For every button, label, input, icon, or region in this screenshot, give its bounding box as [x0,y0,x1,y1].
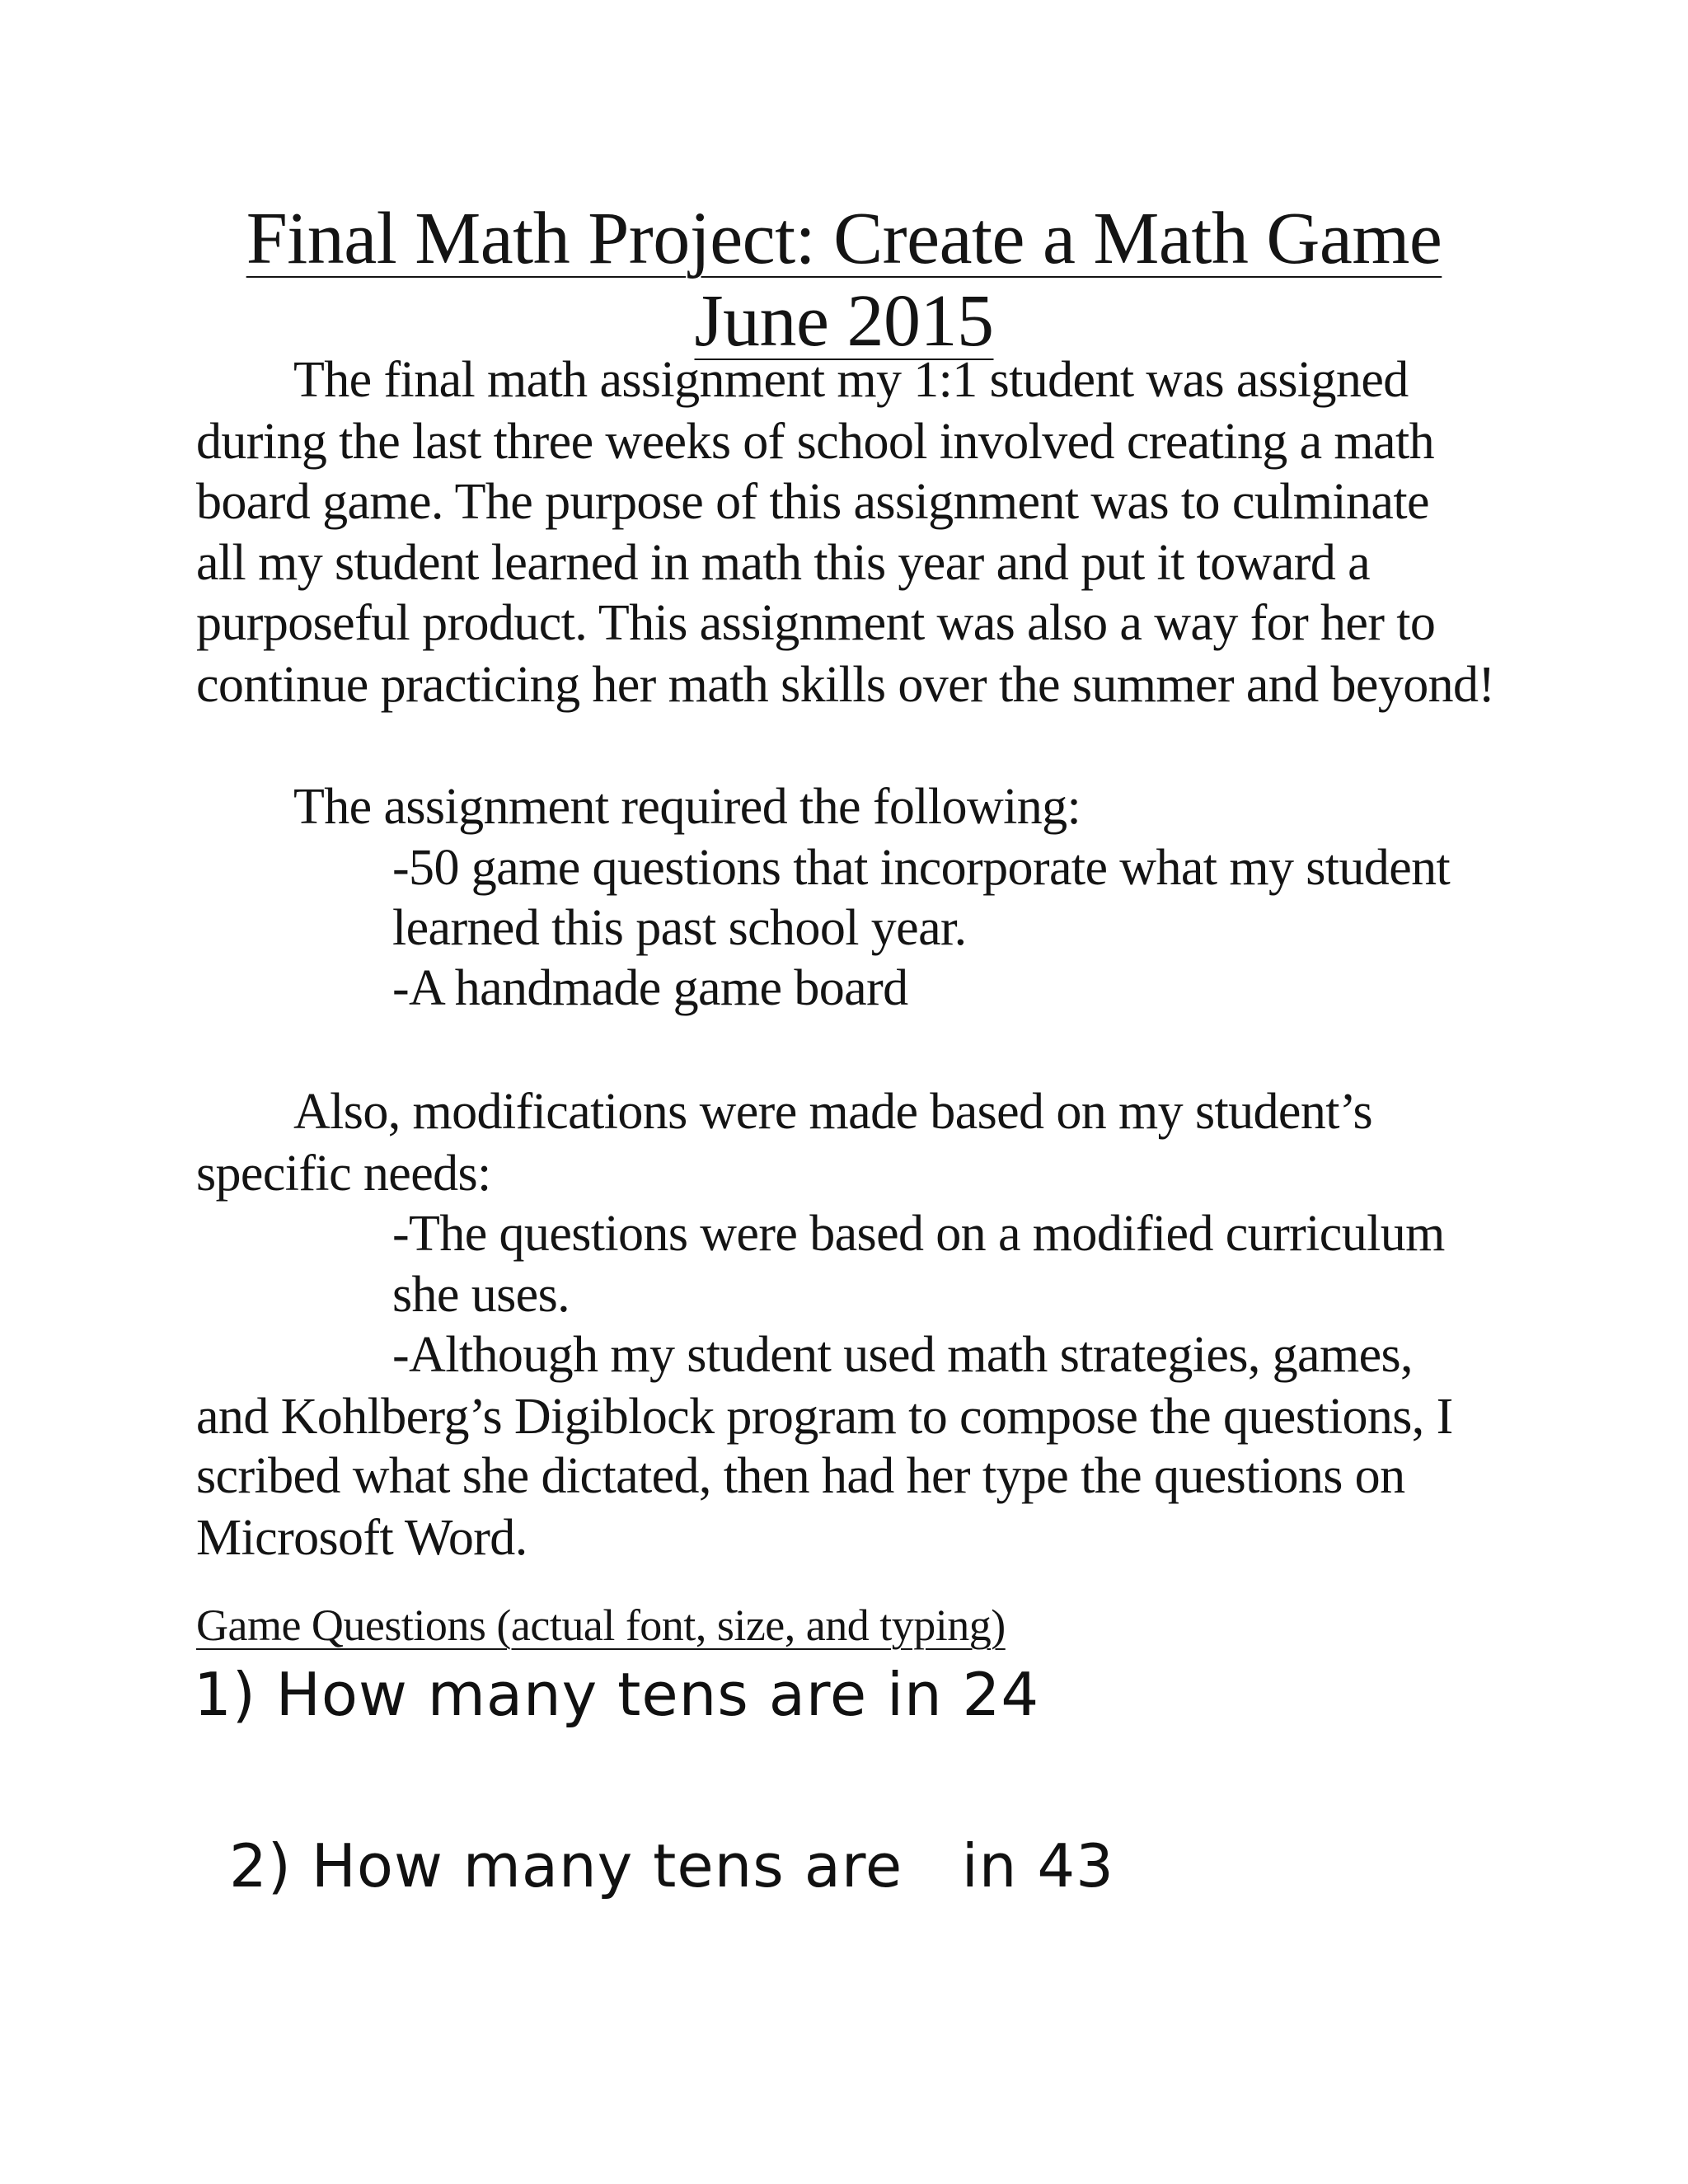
game-question: 2) How many tens are in 43 [229,1831,1114,1900]
modifications-intro: specific needs: [196,1146,491,1202]
intro-line: purposeful product. This assignment was also a way for her to [196,595,1436,651]
modification-item: she uses. [392,1267,570,1323]
game-questions-heading: Game Questions (actual font, size, and typing) [196,1601,1006,1650]
document-date [0,280,1688,362]
modifications-intro: Also, modifications were made based on my student’s [293,1084,1373,1140]
requirements-intro: The assignment required the following: [293,779,1081,835]
modification-item: scribed what she dictated, then had her type the questions on [196,1448,1405,1504]
requirement-item: learned this past school year. [392,900,967,956]
requirement-item: -A handmade game board [392,960,908,1016]
requirement-item: -50 game questions that incorporate what my student [392,840,1451,896]
document-title [0,198,1688,279]
modification-item: and Kohlberg’s Digiblock program to compose the questions, I [196,1389,1453,1445]
game-question: 1) How many tens are in 24 [194,1660,1040,1729]
modification-item: Microsoft Word. [196,1510,528,1566]
intro-line: all my student learned in math this year and put it toward a [196,535,1371,591]
title-line-2: June 2015 [694,280,994,362]
modification-item: -Although my student used math strategies, games, [392,1327,1413,1383]
intro-line: continue practicing her math skills over the summer and beyond! [196,657,1495,713]
intro-line: board game. The purpose of this assignment was to culminate [196,474,1429,530]
intro-line: The final math assignment my 1:1 student was assigned [293,352,1409,408]
modification-item: -The questions were based on a modified curriculum [392,1206,1445,1262]
intro-line: during the last three weeks of school involved creating a math [196,414,1434,470]
title-line-1: Final Math Project: Create a Math Game [246,198,1442,279]
